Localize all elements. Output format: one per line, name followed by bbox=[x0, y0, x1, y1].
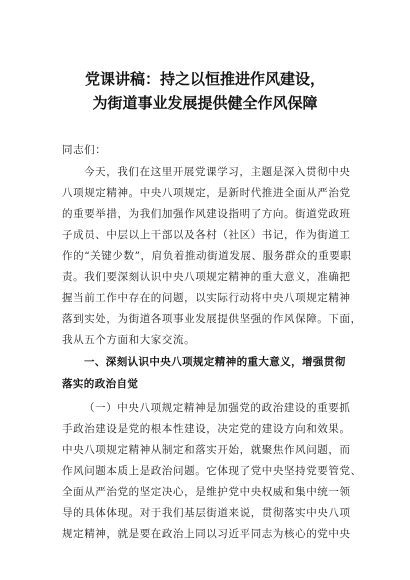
section-heading: 一、深刻认识中央八项规定精神的重大意义，增强贯彻 bbox=[84, 356, 346, 368]
document-title-line-1: 党课讲稿：持之以恒推进作风建设， bbox=[84, 70, 325, 88]
body-line: 导的具体体现。对于我们基层街道来说，贯彻落实中央八项 bbox=[62, 507, 351, 519]
body-line: （一）中央八项规定精神是加强党的政治建设的重要抓 bbox=[84, 402, 351, 414]
body-line: 中央八项规定精神从制定和落实开始，就聚焦作风问题，而 bbox=[62, 444, 351, 456]
body-line: 今天，我们在这里开展党课学习，主题是深入贯彻中央 bbox=[84, 166, 351, 178]
body-line: 握当前工作中存在的问题，以实际行动将中央八项规定精神 bbox=[62, 292, 351, 304]
salutation: 同志们： bbox=[62, 144, 107, 156]
section-heading: 落实的政治自觉 bbox=[62, 378, 139, 390]
body-line: 作的“关键少数”，肩负着推动街道发展、服务群众的重要职 bbox=[62, 250, 352, 262]
body-line: 我从五个方面和大家交流。 bbox=[62, 334, 196, 346]
body-line: 子成员、中层以上干部以及各村（社区）书记，作为街道工 bbox=[62, 229, 351, 241]
body-line: 八项规定精神。中央八项规定，是新时代推进全面从严治党 bbox=[62, 187, 351, 199]
document-title-line-2: 为街道事业发展提供健全作风保障 bbox=[92, 94, 318, 112]
body-line: 全面从严治党的坚定决心，是维护党中央权威和集中统一领 bbox=[62, 486, 351, 498]
body-line: 规定精神，就是要在政治上同以习近平同志为核心的党中央 bbox=[62, 528, 351, 540]
body-line: 责。我们要深刻认识中央八项规定精神的重大意义，准确把 bbox=[62, 271, 351, 283]
body-line: 作风问题本质上是政治问题。它体现了党中央坚持党要管党、 bbox=[62, 465, 362, 477]
body-line: 的重要举措，为我们加强作风建设指明了方向。街道党政班 bbox=[62, 208, 351, 220]
body-line: 手政治建设是党的根本性建设，决定党的建设方向和效果。 bbox=[62, 423, 351, 435]
body-line: 落到实处，为街道各项事业发展提供坚强的作风保障。下面， bbox=[62, 313, 362, 325]
